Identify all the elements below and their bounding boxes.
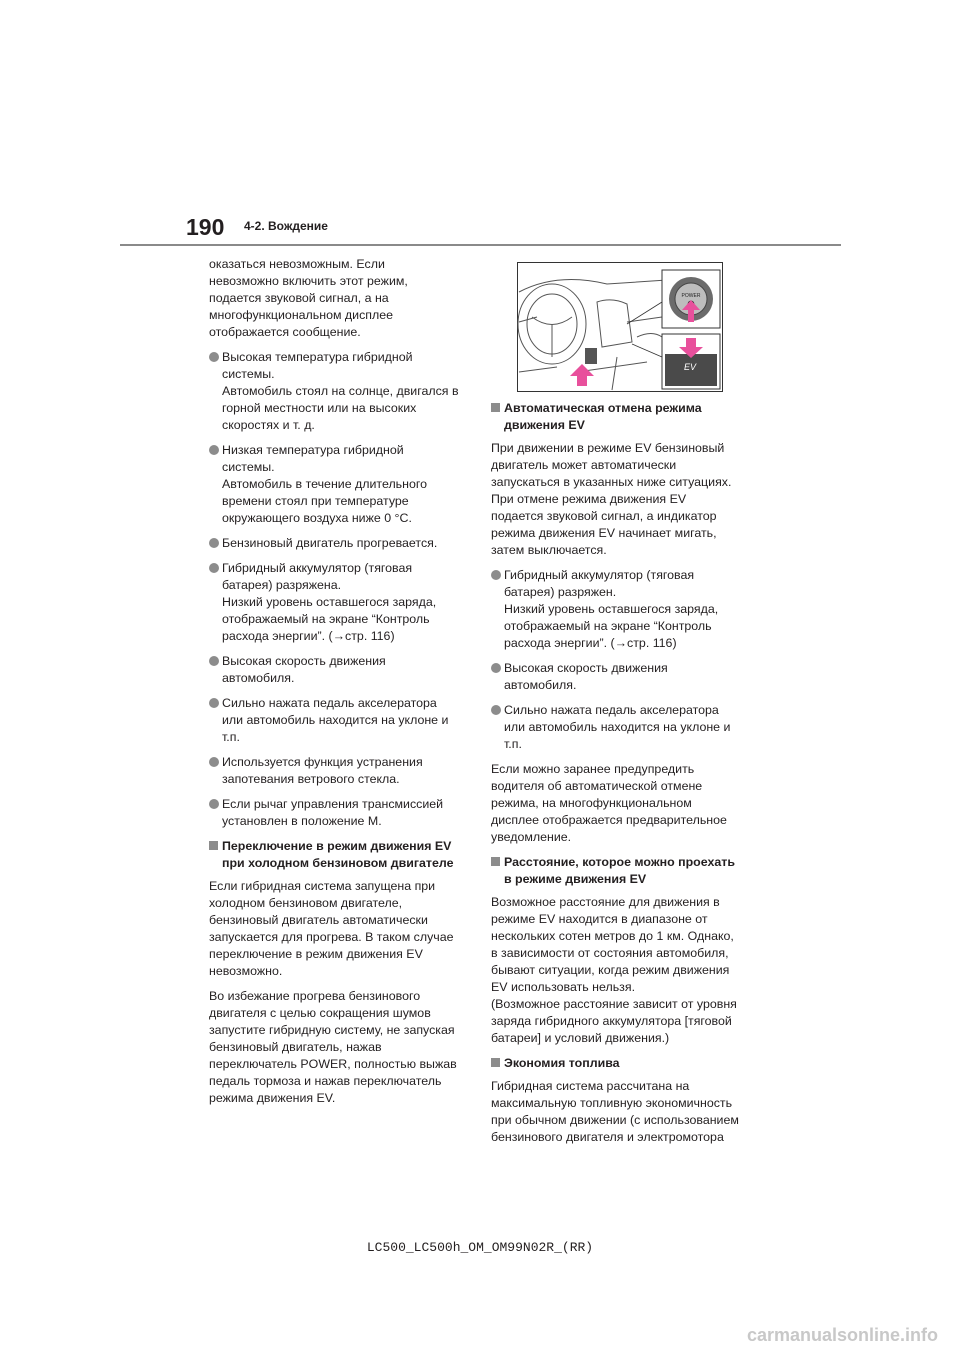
text-line: Во избежание прогрева бензинового — [209, 989, 421, 1003]
text-line: двигателя с целью сокращения шумов — [209, 1006, 431, 1020]
bullet-item — [491, 702, 755, 753]
square-bullet-icon — [491, 403, 500, 412]
document-code: LC500_LC500h_OM_OM99N02R_(RR) — [366, 1240, 594, 1255]
text-line: Гибридный аккумулятор (тяговая — [504, 568, 695, 582]
distance-paragraph — [491, 894, 755, 1047]
text-line: Гибридная система рассчитана на — [491, 1079, 690, 1093]
text-line: движения EV — [504, 418, 585, 432]
text-line: Расстояние, которое можно проехать — [504, 855, 735, 869]
text-line: невозможно включить этот режим, — [209, 274, 408, 288]
text-line: Гибридный аккумулятор (тяговая — [222, 561, 413, 575]
text-line: подается звуковой сигнал, а индикатор — [491, 509, 717, 523]
bullet-item — [491, 660, 755, 694]
text-line: Высокая скорость движения — [504, 661, 668, 675]
ev-switch-illustration — [517, 262, 723, 392]
text-line: Низкая температура гибридной — [222, 443, 404, 457]
text-line: отображаемый на экране “Контроль — [222, 612, 430, 626]
text-line: педаль тормоза и нажав переключатель — [209, 1074, 442, 1088]
text-line: заряда гибридного аккумулятора [тяговой — [491, 1014, 732, 1028]
power-button-label: POWER — [681, 293, 701, 299]
bullet-item — [209, 796, 465, 830]
text-line: режима движения EV. — [209, 1091, 336, 1105]
text-line: многофункциональном дисплее — [209, 308, 393, 322]
text-line: переключатель POWER, полностью выжав — [209, 1057, 457, 1071]
text-line: установлен в положение M. — [222, 814, 382, 828]
text-line: Автомобиль стоял на солнце, двигался в — [222, 384, 459, 398]
text-line: водителя об автоматической отмене — [491, 779, 703, 793]
header-rule — [120, 244, 841, 246]
text-line: автомобиля. — [504, 678, 577, 692]
text-line: нескольких сотен метров до 1 км. Однако, — [491, 929, 734, 943]
left-column — [209, 256, 465, 1115]
bullet-dot-icon — [209, 698, 219, 708]
text-line: системы. — [222, 460, 275, 474]
text-line: Если можно заранее предупредить — [491, 762, 695, 776]
text-line: отображаемый на экране “Контроль — [504, 619, 712, 633]
bullet-dot-icon — [209, 799, 219, 809]
text-line: бензиновый двигатель автоматически — [209, 913, 428, 927]
text-line: оказаться невозможным. Если — [209, 257, 385, 271]
text-line: (Возможное расстояние зависит от уровня — [491, 997, 737, 1011]
text-line: т.п. — [222, 730, 240, 744]
noise-paragraph — [209, 988, 465, 1107]
text-line: батарея) разряжен. — [504, 585, 617, 599]
text-line: Сильно нажата педаль акселератора — [222, 696, 437, 710]
text-line: режима движения EV начинает мигать, — [491, 526, 717, 540]
text-line: отображается сообщение. — [209, 325, 361, 339]
text-line: в режиме движения EV — [504, 872, 647, 886]
text-line: или автомобиль находится на уклоне и — [504, 720, 731, 734]
bullet-dot-icon — [209, 445, 219, 455]
text-line: окружающего воздуха ниже 0 °C. — [222, 511, 412, 525]
cold-engine-heading — [209, 838, 465, 872]
text-line: двигатель может автоматически — [491, 458, 677, 472]
text-line: Используется функция устранения — [222, 755, 423, 769]
text-line: Экономия топлива — [504, 1056, 620, 1070]
auto-cancel-heading — [491, 400, 755, 434]
text-line: запускаться в указанных ниже ситуациях. — [491, 475, 732, 489]
text-line: Автоматическая отмена режима — [504, 401, 702, 415]
bullet-dot-icon — [491, 705, 501, 715]
cold-engine-paragraph — [209, 878, 465, 980]
text-line: автомобиля. — [222, 671, 295, 685]
square-bullet-icon — [491, 1058, 500, 1067]
text-line: холодном бензиновом двигателе, — [209, 896, 403, 910]
bullet-dot-icon — [209, 352, 219, 362]
fuel-economy-paragraph — [491, 1078, 755, 1146]
bullet-item — [209, 560, 465, 645]
bullet-item — [209, 695, 465, 746]
text-line: запускается для прогрева. В таком случае — [209, 930, 454, 944]
text-line: в зависимости от состояния автомобиля, — [491, 946, 729, 960]
bullet-dot-icon — [209, 656, 219, 666]
text-line: режиме EV находится в диапазоне от — [491, 912, 708, 926]
watermark: carmanualsonline.info — [746, 1325, 938, 1345]
text-line: запустите гибридную систему, не запуская — [209, 1023, 455, 1037]
text-line: системы. — [222, 367, 275, 381]
text-line: Высокая температура гибридной — [222, 350, 413, 364]
text-line: Бензиновый двигатель прогревается. — [222, 536, 438, 550]
section-title: 4-2. Вождение — [244, 219, 328, 233]
text-line: дисплее отображается предварительное — [491, 813, 727, 827]
text-line: запотевания ветрового стекла. — [222, 772, 400, 786]
right-column — [491, 400, 755, 1154]
bullet-item — [491, 567, 755, 652]
text-line: режима, на многофункциональном — [491, 796, 692, 810]
text-line: максимальную топливную экономичность — [491, 1096, 733, 1110]
text-line: Низкий уровень оставшегося заряда, — [222, 595, 437, 609]
text-line: переключение в режим движения EV — [209, 947, 423, 961]
distance-heading — [491, 854, 755, 888]
text-line: расхода энергии”. (→стр. 116) — [504, 636, 677, 650]
text-line: Возможное расстояние для движения в — [491, 895, 720, 909]
text-line: При движении в режиме EV бензиновый — [491, 441, 725, 455]
left-bullets — [209, 349, 465, 830]
notice-paragraph — [491, 761, 755, 846]
bullet-dot-icon — [491, 570, 501, 580]
text-line: при холодном бензиновом двигателе — [222, 856, 454, 870]
text-line: расхода энергии”. (→стр. 116) — [222, 629, 395, 643]
text-line: Если рычаг управления трансмиссией — [222, 797, 444, 811]
text-line: бензинового двигателя и электромотора — [491, 1130, 724, 1144]
text-line: при обычном движении (с использованием — [491, 1113, 739, 1127]
text-line: времени стоял при температуре — [222, 494, 409, 508]
bullet-item — [209, 535, 465, 552]
text-line: Низкий уровень оставшегося заряда, — [504, 602, 719, 616]
text-line: Если гибридная система запущена при — [209, 879, 436, 893]
text-line: скоростях и т. д. — [222, 418, 315, 432]
text-line: горной местности или на высоких — [222, 401, 417, 415]
text-line: или автомобиль находится на уклоне и — [222, 713, 449, 727]
text-line: Автомобиль в течение длительного — [222, 477, 427, 491]
square-bullet-icon — [491, 857, 500, 866]
text-line: EV использовать нельзя. — [491, 980, 636, 994]
left-intro — [209, 256, 465, 341]
text-line: батарея) разряжена. — [222, 578, 342, 592]
fuel-economy-heading — [491, 1055, 755, 1072]
bullet-item — [209, 653, 465, 687]
ev-button-label: EV — [683, 362, 697, 372]
text-line: подается звуковой сигнал, а на — [209, 291, 389, 305]
bullet-item — [209, 442, 465, 527]
text-line: батареи] и условий движения.) — [491, 1031, 670, 1045]
text-line: бензиновый двигатель, нажав — [209, 1040, 382, 1054]
right-bullets — [491, 567, 755, 753]
text-line: Высокая скорость движения — [222, 654, 386, 668]
text-line: уведомление. — [491, 830, 572, 844]
text-line: т.п. — [504, 737, 522, 751]
bullet-dot-icon — [209, 563, 219, 573]
square-bullet-icon — [209, 841, 218, 850]
text-line: Переключение в режим движения EV — [222, 839, 452, 853]
text-line: бывают ситуации, когда режим движения — [491, 963, 730, 977]
text-line: затем выключается. — [491, 543, 607, 557]
bullet-item — [209, 349, 465, 434]
bullet-dot-icon — [491, 663, 501, 673]
auto-cancel-paragraph — [491, 440, 755, 559]
bullet-dot-icon — [209, 757, 219, 767]
text-line: невозможно. — [209, 964, 283, 978]
bullet-item — [209, 754, 465, 788]
page-number: 190 — [186, 214, 225, 240]
text-line: Сильно нажата педаль акселератора — [504, 703, 719, 717]
bullet-dot-icon — [209, 538, 219, 548]
text-line: При отмене режима движения EV — [491, 492, 687, 506]
